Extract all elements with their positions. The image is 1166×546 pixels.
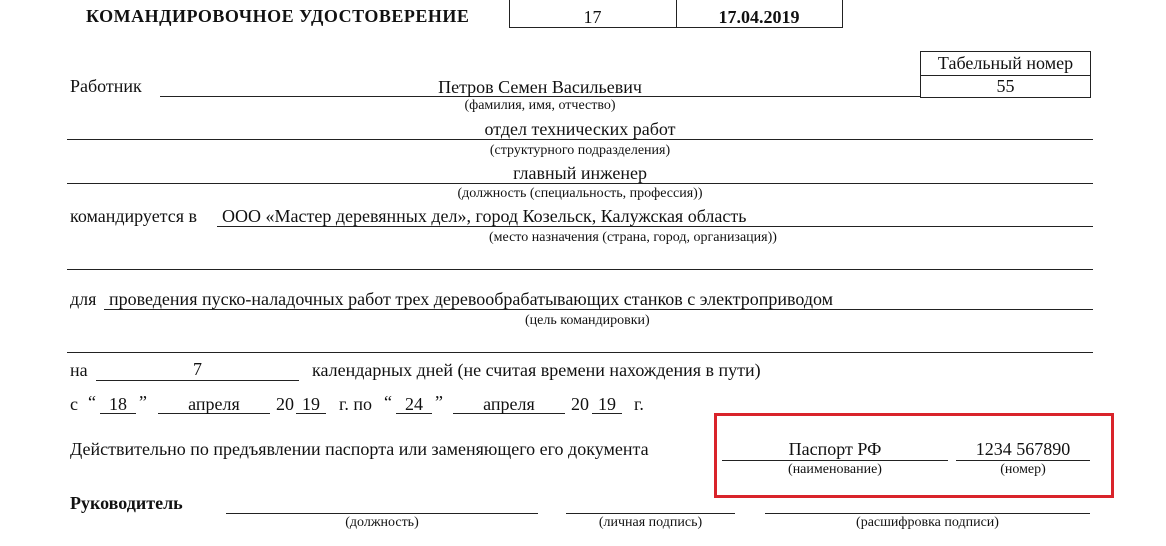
employee-name: Петров Семен Васильевич (438, 77, 642, 97)
purpose-line (104, 309, 1093, 310)
document-highlight-box (714, 413, 1114, 498)
purpose-line-2 (67, 352, 1093, 353)
purpose-value: проведения пуско-наладочных работ трех деревообрабатывающих станков с электроприводом (109, 289, 834, 309)
period-from-close-quote: ” (139, 392, 147, 412)
signature-sign-line (566, 513, 735, 514)
position-value: главный инженер (513, 163, 647, 183)
document-number: 1234 567890 (975, 439, 1071, 459)
tab-number-label: Табельный номер (937, 53, 1074, 73)
position-line (67, 183, 1093, 184)
purpose-caption: (цель командировки) (525, 313, 650, 328)
employee-label: Работник (70, 76, 142, 96)
destination-line (217, 226, 1093, 227)
signature-position-line (226, 513, 538, 514)
tab-number-value: 55 (996, 76, 1015, 96)
signature-label: Руководитель (70, 493, 183, 513)
purpose-label: для (70, 289, 97, 309)
document-label: Действительно по предъявлении паспорта или заменяющего его документа (70, 439, 649, 459)
signature-decode-caption: (расшифровка подписи) (856, 515, 999, 530)
destination-caption: (место назначения (страна, город, организация)) (489, 230, 777, 245)
duration-days-line (96, 380, 299, 381)
period-from-month: апреля (188, 394, 240, 414)
position-caption: (должность (специальность, профессия)) (457, 186, 703, 201)
period-to-year: 19 (598, 394, 616, 414)
period-from-year: 19 (302, 394, 320, 414)
duration-days: 7 (193, 359, 202, 379)
signature-sign-caption: (личная подпись) (598, 515, 703, 530)
document-name-caption: (наименование) (788, 462, 882, 477)
doc-date: 17.04.2019 (718, 7, 800, 27)
period-from-year-prefix: 20 (276, 394, 294, 414)
period-from-day: 18 (109, 394, 127, 414)
period-to-day: 24 (405, 394, 423, 414)
period-from-label: с (70, 394, 78, 414)
period-from-open-quote: “ (88, 392, 96, 412)
document-name: Паспорт РФ (788, 439, 882, 459)
duration-suffix: календарных дней (не считая времени нахождения в пути) (312, 360, 761, 380)
department-value: отдел технических работ (484, 119, 676, 139)
signature-decode-line (765, 513, 1090, 514)
duration-prefix: на (70, 360, 88, 380)
department-caption: (структурного подразделения) (489, 143, 671, 158)
period-to-label: г. по (339, 394, 372, 414)
period-to-year-prefix: 20 (571, 394, 589, 414)
document-number-caption: (номер) (1000, 462, 1046, 477)
period-to-open-quote: “ (384, 392, 392, 412)
destination-line-2 (67, 269, 1093, 270)
signature-position-caption: (должность) (345, 515, 419, 530)
doc-number: 17 (583, 7, 602, 27)
destination-label: командируется в (70, 206, 198, 226)
employee-name-caption: (фамилия, имя, отчество) (464, 98, 616, 113)
period-to-month: апреля (483, 394, 535, 414)
period-year-suffix: г. (634, 394, 644, 414)
document-title: КОМАНДИРОВОЧНОЕ УДОСТОВЕРЕНИЕ (86, 6, 470, 26)
department-line (67, 139, 1093, 140)
period-to-close-quote: ” (435, 392, 443, 412)
destination-value: ООО «Мастер деревянных дел», город Козельск, Калужская область (222, 206, 747, 226)
